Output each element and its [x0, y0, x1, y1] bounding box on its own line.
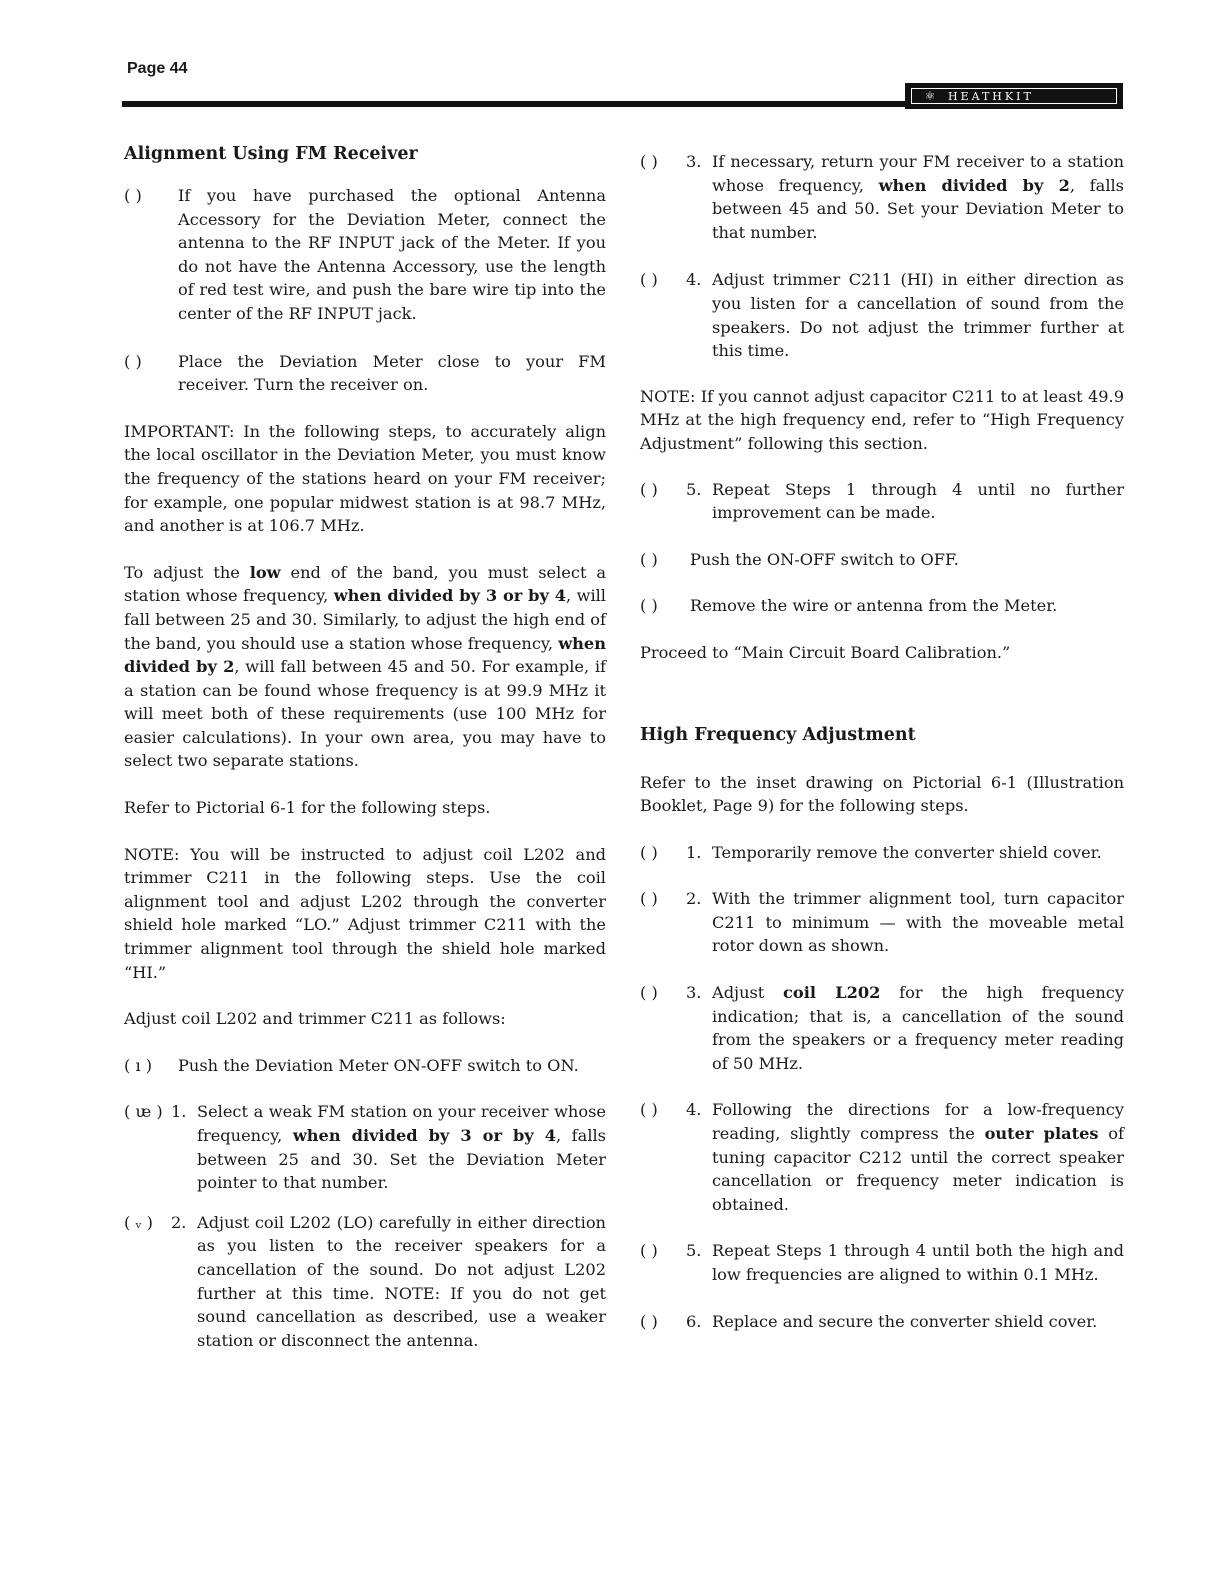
step-number: 5. [686, 479, 702, 499]
step-checkbox[interactable]: ( ) [640, 889, 658, 909]
step-number: 4. [686, 1100, 702, 1120]
step-text: Select a weak FM station on your receiver whose frequency, when divided by 3 or by 4, falls between 25 and 30. Set the Deviation Meter pointer to that number. [197, 1102, 606, 1193]
hf-step-4 [640, 1098, 1124, 1216]
step-number: 3. [686, 152, 702, 171]
step-number: 6. [686, 1311, 702, 1331]
step-checkbox[interactable]: ( ᵥ ) [124, 1212, 153, 1232]
step-text: Replace and secure the converter shield cover. [712, 1311, 1098, 1331]
adjust-band-paragraph: To adjust the low end of the band, you must select a station whose frequency, when divided by 3 or by 4, will fall between 25 and 30. Similarly, to adjust the high end of the band, you should use a station whose frequency, when divided by 2, will fall between 45 and 50. For example, if a station can be found whose frequency is at 99.9 MHz it will meet both of these requirements (use 100 MHz for easier calculations). In your own area, you may have to select two separate stations. [124, 562, 607, 771]
step-text: Adjust coil L202 (LO) carefully in either direction as you listen to the receiver speakers for a cancellation of the sound. Do not adjust L202 further at this time. NOTE: If you do not get sound cancellation as described, use a weaker station or disconnect the antenna. [197, 1212, 606, 1350]
page-number: Page 44 [127, 60, 188, 77]
step-checkbox[interactable]: ( ) [640, 152, 658, 171]
step-number: 1. [171, 1102, 187, 1122]
step-place-meter [124, 350, 606, 397]
step-text: Adjust trimmer C211 (HI) in either direction as you listen for a cancellation of sound from the speakers. Do not adjust the trimmer further at this time. [712, 270, 1124, 361]
step-text: Remove the wire or antenna from the Meter. [690, 596, 1058, 616]
atom-icon: ⚛ [924, 89, 936, 103]
adjust-intro: Adjust coil L202 and trimmer C211 as follows: [124, 1009, 506, 1029]
step-checkbox[interactable]: ( ) [124, 351, 142, 371]
step-checkbox[interactable]: ( ) [640, 596, 658, 616]
step-checkbox[interactable]: ( ) [640, 479, 658, 499]
step-text: Temporarily remove the converter shield cover. [712, 842, 1102, 862]
step-checkbox[interactable]: ( ᵫ ) [124, 1102, 163, 1122]
important-paragraph: IMPORTANT: In the following steps, to accurately align the local oscillator in the Deviation Meter, you must know the frequency of the stations heard on your FM receiver; for example, one popular midwest station is at 98.7 MHz, and another is at 106.7 MHz. [124, 421, 606, 536]
step-text: Following the directions for a low-frequency reading, slightly compress the outer plates of tuning capacitor C212 until the correct speaker cancellation or frequency meter indication is obtained. [712, 1100, 1124, 1214]
section-heading-high-frequency: High Frequency Adjustment [640, 724, 916, 745]
step-text: If necessary, return your FM receiver to a station whose frequency, when divided by 2, falls between 45 and 50. Set your Deviation Meter to that number. [712, 152, 1124, 242]
step-text: Repeat Steps 1 through 4 until no further improvement can be made. [712, 479, 1124, 523]
step-number: 2. [171, 1212, 187, 1232]
step-text: Place the Deviation Meter close to your FM receiver. Turn the receiver on. [178, 351, 606, 395]
step-text: Push the Deviation Meter ON-OFF switch to ON. [178, 1055, 579, 1075]
step-number: 5. [686, 1241, 702, 1261]
header-rule [122, 101, 912, 107]
logo-text: HEATHKIT [948, 89, 1034, 103]
step-number: 4. [686, 270, 702, 290]
step-checkbox[interactable]: ( ) [640, 842, 658, 862]
step-text: If you have purchased the optional Antenna Accessory for the Deviation Meter, connect the antenna to the RF INPUT jack of the Meter. If you do not have the Antenna Accessory, use the length of red test wire, and push the bare wire tip into the center of the RF INPUT jack. [178, 186, 606, 323]
refer-paragraph: Refer to Pictorial 6-1 for the following steps. [124, 798, 491, 818]
step-checkbox[interactable]: ( ) [124, 186, 142, 205]
step-power-on [124, 1054, 606, 1078]
step-checkbox[interactable]: ( ) [640, 1241, 658, 1261]
step-checkbox[interactable]: ( ) [640, 549, 658, 569]
step-antenna [124, 184, 606, 326]
step-remove-wire [640, 594, 1124, 618]
step-5 [640, 478, 1124, 525]
hf-step-6 [640, 1310, 1124, 1334]
hf-step-1 [640, 841, 1124, 865]
heathkit-logo [905, 83, 1123, 109]
step-4 [640, 268, 1124, 362]
step-number: 3. [686, 983, 702, 1003]
step-checkbox[interactable]: ( ) [640, 1311, 658, 1331]
step-text: Adjust coil L202 for the high frequency indication; that is, a cancellation of the sound from the speakers or a frequency meter reading of 50 MHz. [712, 983, 1124, 1073]
hf-step-3 [640, 981, 1124, 1075]
hf-step-5 [640, 1239, 1124, 1286]
step-checkbox[interactable]: ( ) [640, 1100, 658, 1120]
step-checkbox[interactable]: ( ) [640, 983, 658, 1003]
step-text: Repeat Steps 1 through 4 until both the high and low frequencies are aligned to within 0.1 MHz. [712, 1241, 1124, 1284]
step-number: 2. [686, 889, 702, 909]
step-1 [124, 1100, 606, 1194]
proceed-paragraph: Proceed to “Main Circuit Board Calibration.” [640, 642, 1011, 662]
step-number: 1. [686, 842, 702, 862]
left-column [124, 140, 606, 1352]
step-switch-off [640, 548, 1124, 572]
step-checkbox[interactable]: ( ) [640, 270, 658, 290]
note-paragraph: NOTE: You will be instructed to adjust coil L202 and trimmer C211 in the following steps. Use the coil alignment tool and adjust L202 through the converter shield hole marked “LO.” Adjust trimmer C211 with the trimmer alignment tool through the shield hole marked “HI.” [124, 844, 606, 982]
step-text: With the trimmer alignment tool, turn capacitor C211 to minimum — with the moveable metal rotor down as shown. [712, 889, 1124, 956]
right-column [640, 150, 1124, 1333]
section-heading-fm-receiver: Alignment Using FM Receiver [124, 144, 418, 164]
step-3 [640, 150, 1124, 244]
step-checkbox[interactable]: ( ı ) [124, 1055, 153, 1075]
hf-step-2 [640, 887, 1124, 958]
step-text: Push the ON-OFF switch to OFF. [690, 549, 959, 569]
hf-refer-paragraph: Refer to the inset drawing on Pictorial 6-1 (Illustration Booklet, Page 9) for the following steps. [640, 772, 1124, 816]
capacitor-note: NOTE: If you cannot adjust capacitor C211 to at least 49.9 MHz at the high frequency end, refer to “High Frequency Adjustment” following this section. [640, 386, 1124, 453]
step-2 [124, 1211, 606, 1353]
